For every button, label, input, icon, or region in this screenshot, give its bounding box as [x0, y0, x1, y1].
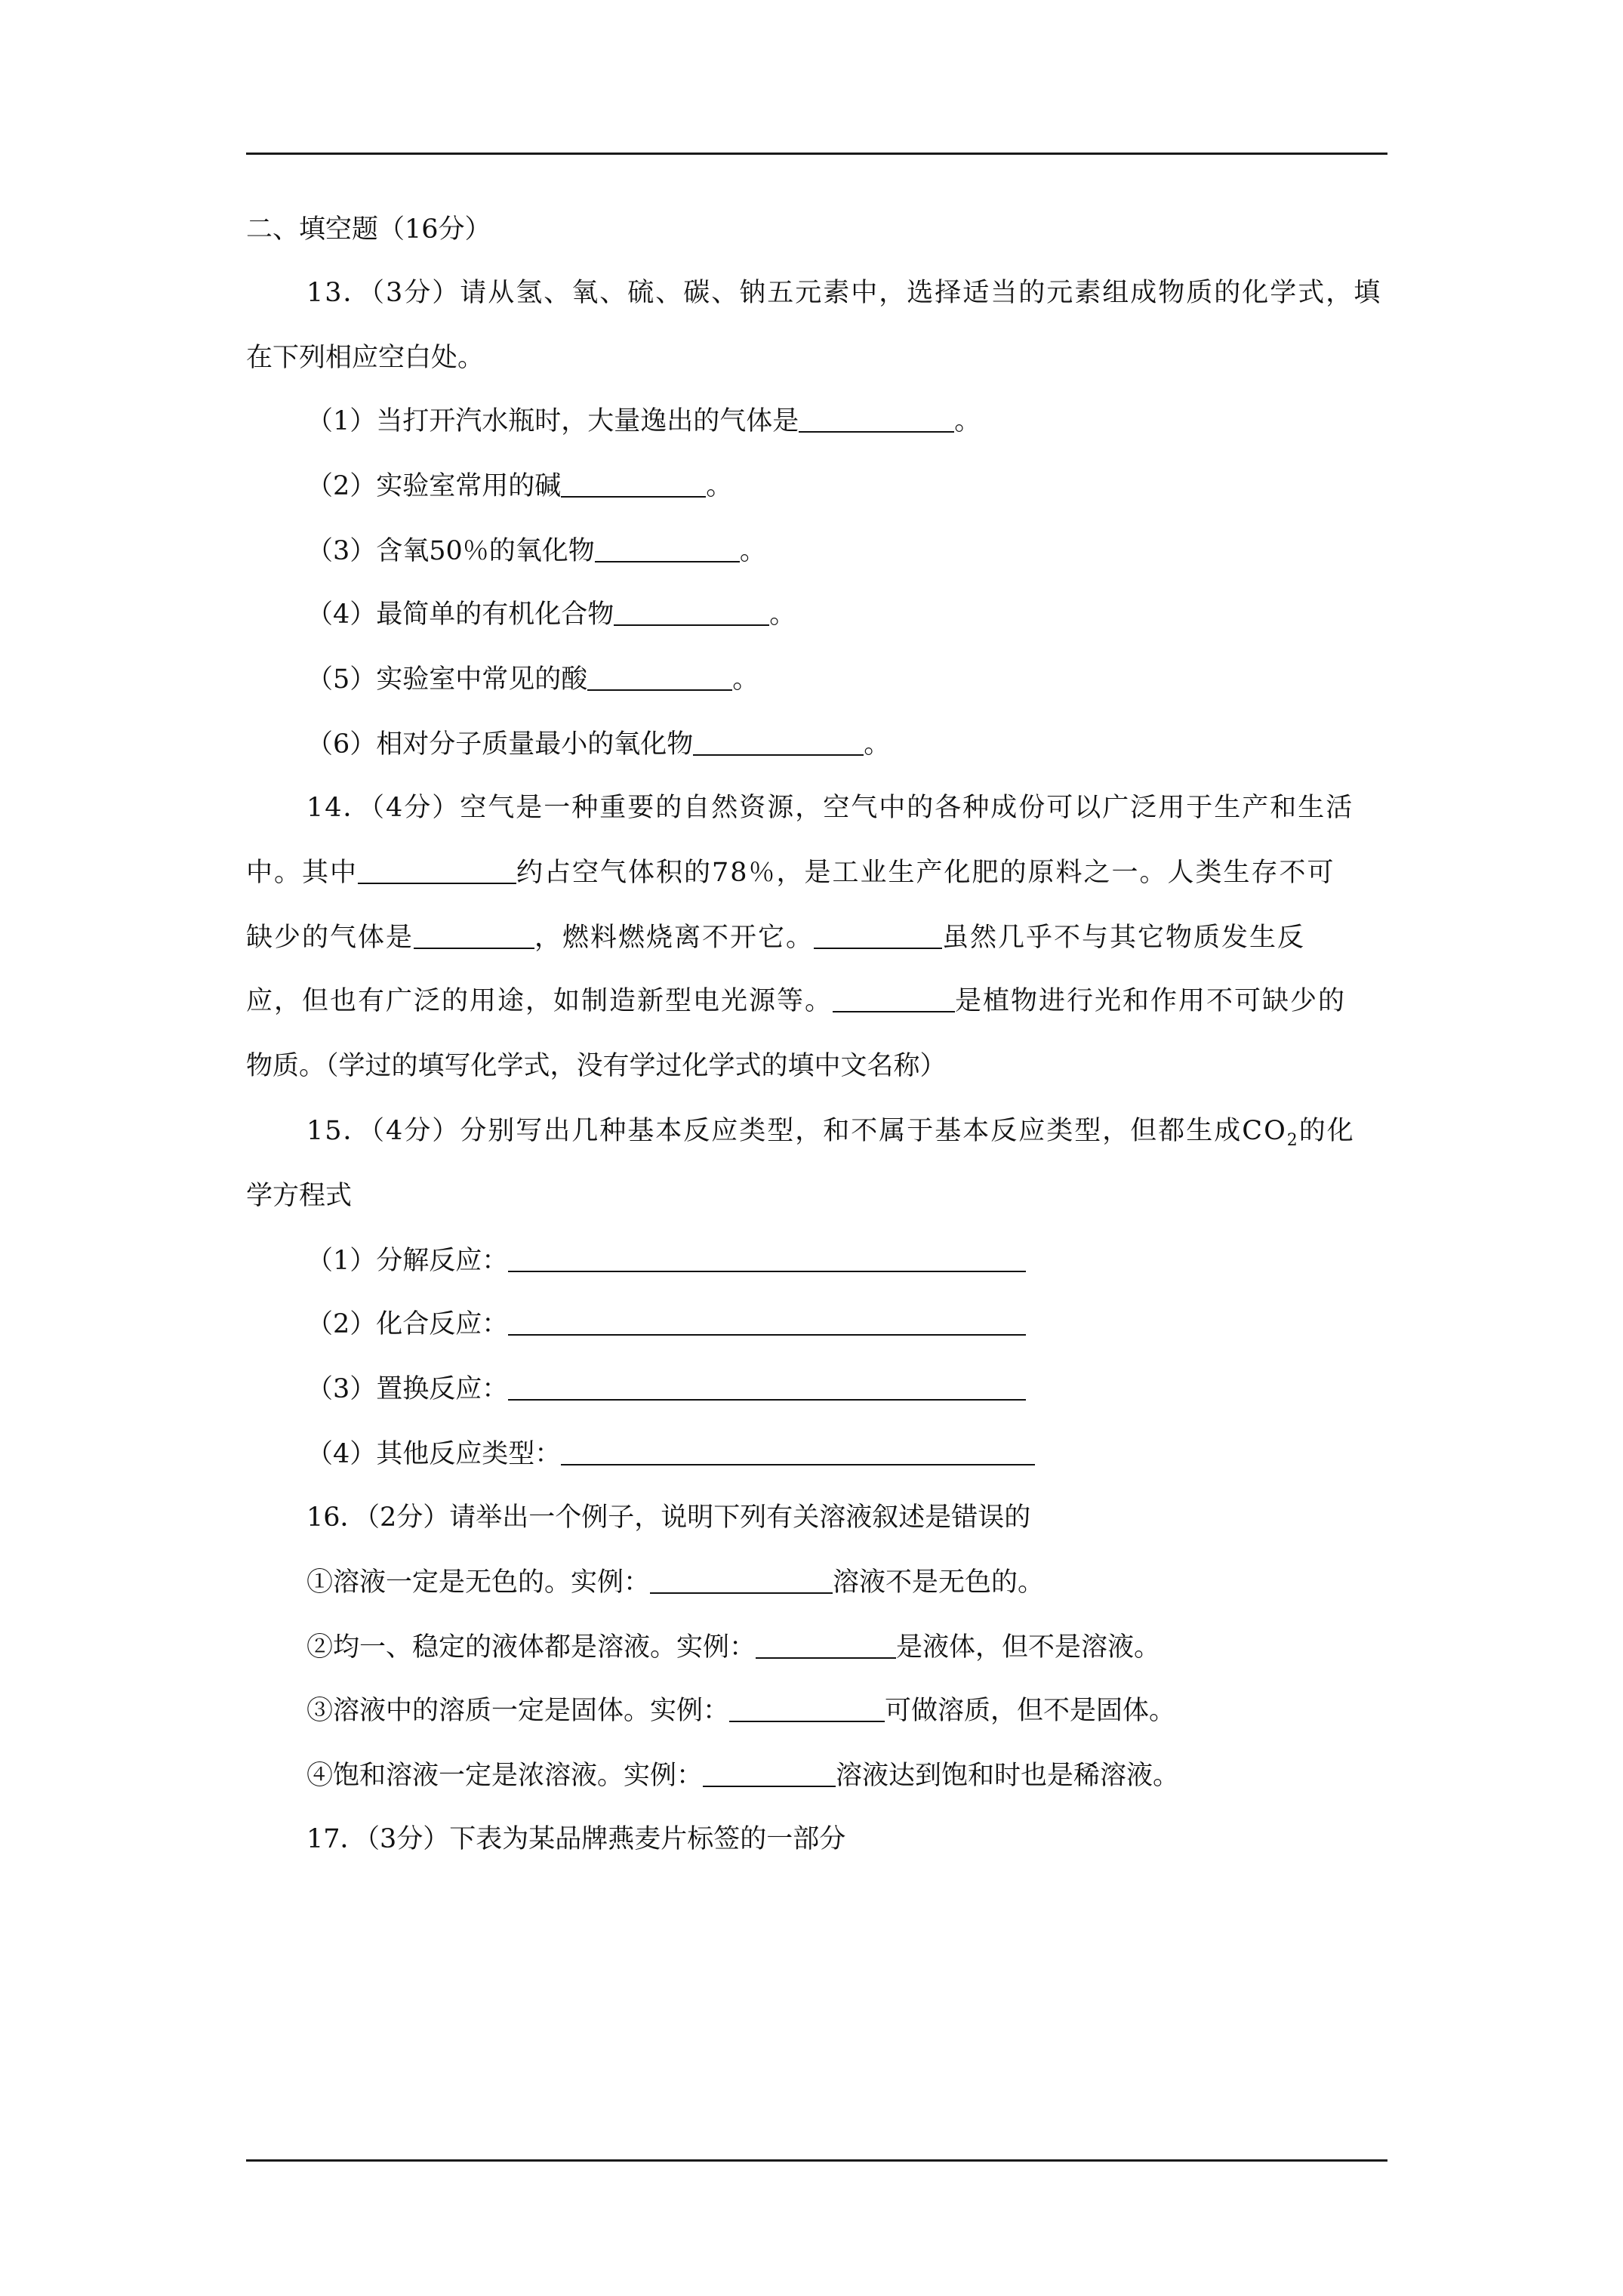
q13-item-3-end: 。 [739, 536, 766, 566]
q16-item-4 [306, 1759, 1179, 1792]
q14-blank-2[interactable] [414, 922, 534, 949]
q14-line-3-c: 虽然几乎不与其它物质发生反 [942, 923, 1306, 953]
q13-item-6 [306, 728, 890, 761]
q13-item-6-end: 。 [864, 729, 891, 760]
q15-item-2-blank[interactable] [508, 1308, 1026, 1336]
q15-subscript: 2 [1286, 1131, 1299, 1150]
q15-item-3-blank[interactable] [508, 1373, 1026, 1401]
q13-item-6-blank[interactable] [693, 729, 864, 756]
q16-item-4-end: 溶液达到饱和时也是稀溶液。 [836, 1761, 1180, 1791]
q16-item-1 [306, 1566, 1044, 1599]
q16-item-3-blank[interactable] [729, 1695, 885, 1722]
q13-intro-line-1: 13．（3分）请从氢、氧、硫、碳、钠五元素中，选择适当的元素组成物质的化学式，填 [306, 278, 1382, 308]
q15-item-4-label: （4）其他反应类型： [306, 1439, 562, 1469]
q16-item-3-text: ③溶液中的溶质一定是固体。实例： [306, 1696, 730, 1726]
q14-blank-4[interactable] [833, 985, 955, 1012]
q13-item-5-blank[interactable] [587, 664, 732, 691]
q16-item-3 [306, 1694, 1175, 1727]
section-title: 二、填空题（16分） [246, 214, 491, 245]
q15-item-1-blank[interactable] [508, 1245, 1026, 1272]
q15-item-3 [306, 1373, 1026, 1406]
q14-line-5: 物质。（学过的填写化学式，没有学过化学式的填中文名称） [246, 1051, 947, 1081]
q13-item-3 [306, 535, 766, 568]
q15-line-1 [306, 1114, 1355, 1148]
q13-item-2 [306, 470, 732, 503]
q13-item-1 [306, 405, 981, 438]
q13-item-5 [306, 663, 759, 696]
q14-line-4 [246, 985, 1346, 1018]
q16-intro: 16．（2分）请举出一个例子，说明下列有关溶液叙述是错误的 [306, 1502, 1031, 1533]
q14-line-1: 14．（4分）空气是一种重要的自然资源，空气中的各种成份可以广泛用于生产和生活 [306, 793, 1354, 823]
q15-item-2 [306, 1308, 1026, 1341]
q15-line-2: 学方程式 [246, 1181, 353, 1211]
q14-line-3-b: ，燃料燃烧离不开它。 [534, 923, 815, 953]
q16-item-1-end: 溶液不是无色的。 [833, 1567, 1045, 1598]
q13-item-1-text: （1）当打开汽水瓶时，大量逸出的气体是 [306, 406, 799, 436]
q13-item-2-blank[interactable] [561, 470, 706, 498]
header-rule [246, 153, 1387, 155]
q13-item-2-end: 。 [706, 471, 733, 501]
q15-line-1-a: 15．（4分）分别写出几种基本反应类型，和不属于基本反应类型，但都生成CO [306, 1116, 1287, 1146]
q15-item-1-label: （1）分解反应： [306, 1246, 509, 1276]
q16-item-2-blank[interactable] [756, 1632, 896, 1659]
q13-item-3-blank[interactable] [595, 535, 740, 562]
q16-item-2-end: 是液体，但不是溶液。 [896, 1632, 1161, 1663]
q13-item-3-text: （3）含氧50％的氧化物 [306, 536, 595, 566]
q13-item-2-text: （2）实验室常用的碱 [306, 471, 562, 501]
q15-item-4-blank[interactable] [561, 1438, 1035, 1465]
q16-item-3-end: 可做溶质，但不是固体。 [885, 1696, 1176, 1726]
q14-blank-3[interactable] [814, 922, 942, 949]
q16-item-1-text: ①溶液一定是无色的。实例： [306, 1567, 651, 1598]
q14-line-4-a: 应，但也有广泛的用途，如制造新型电光源等。 [246, 986, 833, 1016]
q16-item-1-blank[interactable] [650, 1567, 833, 1594]
q15-item-3-label: （3）置换反应： [306, 1374, 509, 1404]
q15-item-1 [306, 1244, 1026, 1277]
q14-blank-1[interactable] [358, 857, 516, 884]
q14-line-3-a: 缺少的气体是 [246, 923, 414, 953]
q14-line-2-a: 中。其中 [246, 858, 359, 888]
q13-item-4-end: 。 [769, 599, 796, 630]
q16-item-4-blank[interactable] [703, 1760, 836, 1787]
q13-item-4 [306, 598, 796, 631]
q15-line-1-b: 的化 [1298, 1116, 1355, 1146]
q13-item-5-end: 。 [732, 664, 759, 695]
q16-item-2-text: ②均一、稳定的液体都是溶液。实例： [306, 1632, 756, 1663]
footer-rule [246, 2159, 1387, 2162]
q16-item-4-text: ④饱和溶液一定是浓溶液。实例： [306, 1761, 704, 1791]
q13-item-4-blank[interactable] [614, 599, 769, 626]
q13-item-5-text: （5）实验室中常见的酸 [306, 664, 588, 695]
q14-line-3 [246, 921, 1305, 954]
q13-item-1-blank[interactable] [799, 405, 954, 433]
q13-item-1-end: 。 [954, 406, 981, 436]
q17-intro: 17．（3分）下表为某品牌燕麦片标签的一部分 [306, 1824, 846, 1854]
q13-intro-line-2: 在下列相应空白处。 [246, 343, 485, 373]
q14-line-2-b: 约占空气体积的78％，是工业生产化肥的原料之一。人类生存不可 [516, 858, 1335, 888]
q16-item-2 [306, 1631, 1160, 1664]
q13-item-6-text: （6）相对分子质量最小的氧化物 [306, 729, 694, 760]
q15-item-4 [306, 1438, 1035, 1471]
q14-line-2 [246, 856, 1335, 889]
q13-item-4-text: （4）最简单的有机化合物 [306, 599, 614, 630]
q15-item-2-label: （2）化合反应： [306, 1309, 509, 1339]
q14-line-4-b: 是植物进行光和作用不可缺少的 [955, 986, 1347, 1016]
